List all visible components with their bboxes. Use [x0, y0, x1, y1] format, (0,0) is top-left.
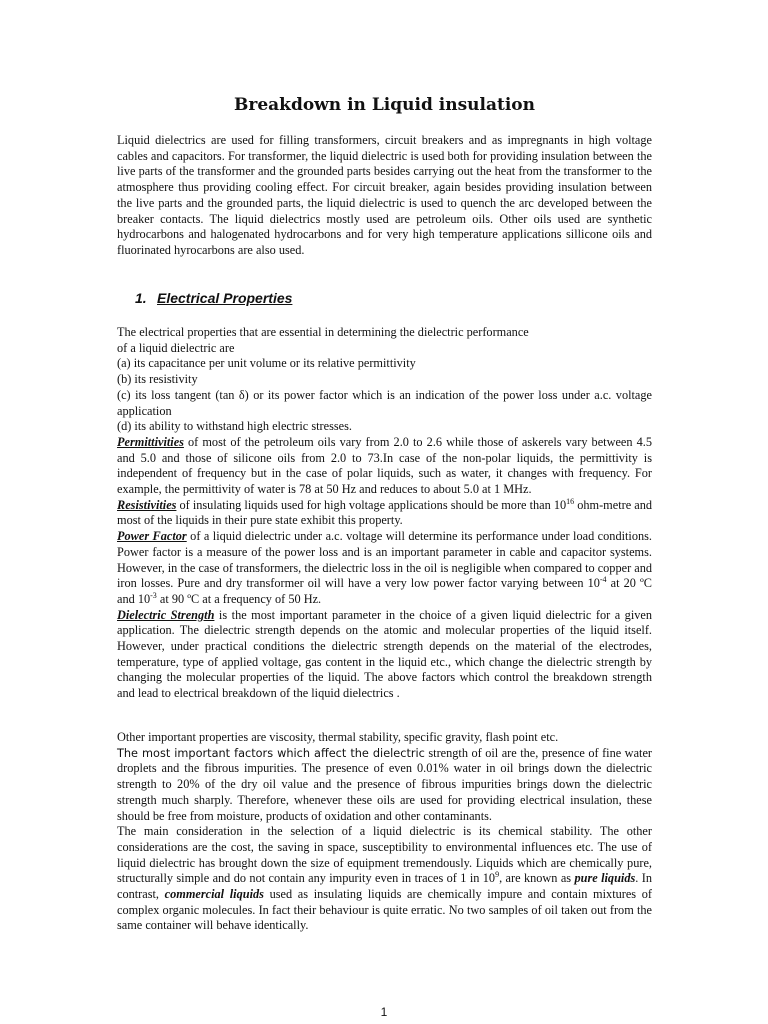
resistivity-exponent: 16 — [566, 496, 575, 506]
properties-intro-line-2: of a liquid dielectric are — [117, 340, 235, 355]
chemical-exponent: 9 — [495, 870, 500, 880]
dielectric-strength-term: Dielectric Strength — [117, 607, 215, 622]
power-factor-exponent-2: -3 — [150, 590, 157, 600]
pure-liquids-term: pure liquids — [574, 871, 636, 886]
chemical-text-a: The main consideration in the selection of a liquid dielectric is its chemical stability. The other considerations are the cost, the saving in space, susceptibility to environmental influences etc. The use of liquid dielectric has brought down the size of equipment tremendously. Liquids which are chemically pure, structurally simple and do not contain any impurity even in traces of 1 in 10 — [117, 824, 652, 886]
electrical-properties-body — [117, 325, 652, 702]
power-factor-text-b: at 20 ºC and 10 — [117, 576, 652, 606]
factors-lead: The most important factors which affect the dielectric — [117, 746, 425, 760]
page-number: 1 — [380, 1005, 388, 1019]
section-number: 1. — [135, 290, 147, 306]
property-d: (d) its ability to withstand high electric stresses. — [117, 419, 352, 434]
resistivity-text-a: of insulating liquids used for high voltage applications should be more than 10 — [176, 497, 567, 512]
property-c: (c) its loss tangent (tan δ) or its power factor which is an indication of the power loss under a.c. voltage application — [117, 387, 652, 418]
permittivity-term: Permittivities — [117, 434, 184, 449]
section-heading — [135, 289, 292, 307]
factors-text: strength of oil are the, presence of fine water droplets and the fibrous impurities. The presence of even 0.01% water in oil brings down the dielectric strength to 20% of the dry oil value and the presence of fibrous impurities brings down the dielectric strength much sharply. Therefore, whenever these oils are used for providing electrical insulation, these should be free from moisture, products of oxidation and other contaminants. — [117, 745, 652, 823]
section-title: Electrical Properties — [157, 290, 293, 306]
dielectric-strength-paragraph — [117, 608, 652, 702]
property-b: (b) its resistivity — [117, 372, 198, 387]
resistivity-term: Resistivities — [117, 497, 177, 512]
resistivity-text-b: ohm-metre and most of the liquids in their pure state exhibit this property. — [117, 497, 652, 528]
other-properties-body — [117, 730, 652, 934]
power-factor-paragraph — [117, 529, 652, 608]
power-factor-term: Power Factor — [117, 529, 187, 544]
commercial-liquids-term: commercial liquids — [164, 887, 264, 902]
chemical-text-d: used as insulating liquids are chemically impure and contain mixtures of complex organic molecules. In fact their behaviour is quite erratic. No two samples of oil taken out from the same container will behave identically. — [117, 887, 652, 933]
properties-intro-line-1: The electrical properties that are essential in determining the dielectric performance — [117, 325, 529, 339]
intro-paragraph: Liquid dielectrics are used for filling transformers, circuit breakers and as impregnants in high voltage cables and capacitors. For transformer, the liquid dielectric is used both for providing insulation between the live parts of the transformer and the grounded parts besides carrying out the heat from the transformer to the atmosphere thus providing cooling effect. For circuit breaker, again besides providing insulation between the live parts and the grounded parts, the liquid dielectric is used to quench the arc developed between the breaker contacts. The liquid dielectrics mostly used are petroleum oils. Other oils used are synthetic hydrocarbons and halogenated hydrocarbons and for very high temperature applications sillicone oils and fluorinated hyrocarbons are also used. — [117, 133, 652, 257]
page-title: Breakdown in Liquid insulation — [234, 95, 535, 115]
permittivity-paragraph — [117, 435, 652, 498]
other-properties-paragraph: Other important properties are viscosity, thermal stability, specific gravity, flash point etc. — [117, 730, 559, 744]
chemical-stability-paragraph — [117, 824, 652, 934]
power-factor-text-a: of a liquid dielectric under a.c. voltage will determine its performance under load conditions. Power factor is a measure of the power loss and is an important parameter in cable and capacitor systems. However, in the case of transformers, the dielectric loss in the oil is negligible when compared to copper and iron losses. Pure and dry transformer oil will have a very low power factor varying between 10 — [117, 529, 652, 591]
chemical-text-c: . In contrast, — [117, 871, 652, 902]
property-a: (a) its capacitance per unit volume or its relative permittivity — [117, 356, 416, 371]
permittivity-text: of most of the petroleum oils vary from 2.0 to 2.6 while those of askerels vary between 4.5 and 5.0 and those of silicone oils from 2.0 to 73.In case of the non-polar liquids, the permittivity is independent of frequency but in the case of polar liquids, such as water, it changes with frequency. For example, the permittivity of water is 78 at 50 Hz and reduces to about 5.0 at 1 MHz. — [117, 434, 652, 497]
resistivity-paragraph — [117, 498, 652, 529]
power-factor-exponent-1: -4 — [599, 575, 607, 585]
factors-paragraph — [117, 746, 652, 825]
dielectric-strength-text: is the most important parameter in the choice of a given liquid dielectric for a given application. The dielectric strength depends on the atomic and molecular properties of the liquid itself. However, under practical conditions the dielectric strength depends on the material of the electrodes, temperature, type of applied voltage, gas content in the liquid etc., which change the dielectric strength by changing the molecular properties of the liquid. The above factors which control the breakdown strength and lead to electrical breakdown of the liquid dielectrics . — [117, 607, 652, 701]
chemical-text-b: , are known as — [499, 871, 575, 886]
power-factor-text-c: at 90 ºC at a frequency of 50 Hz. — [156, 591, 322, 606]
